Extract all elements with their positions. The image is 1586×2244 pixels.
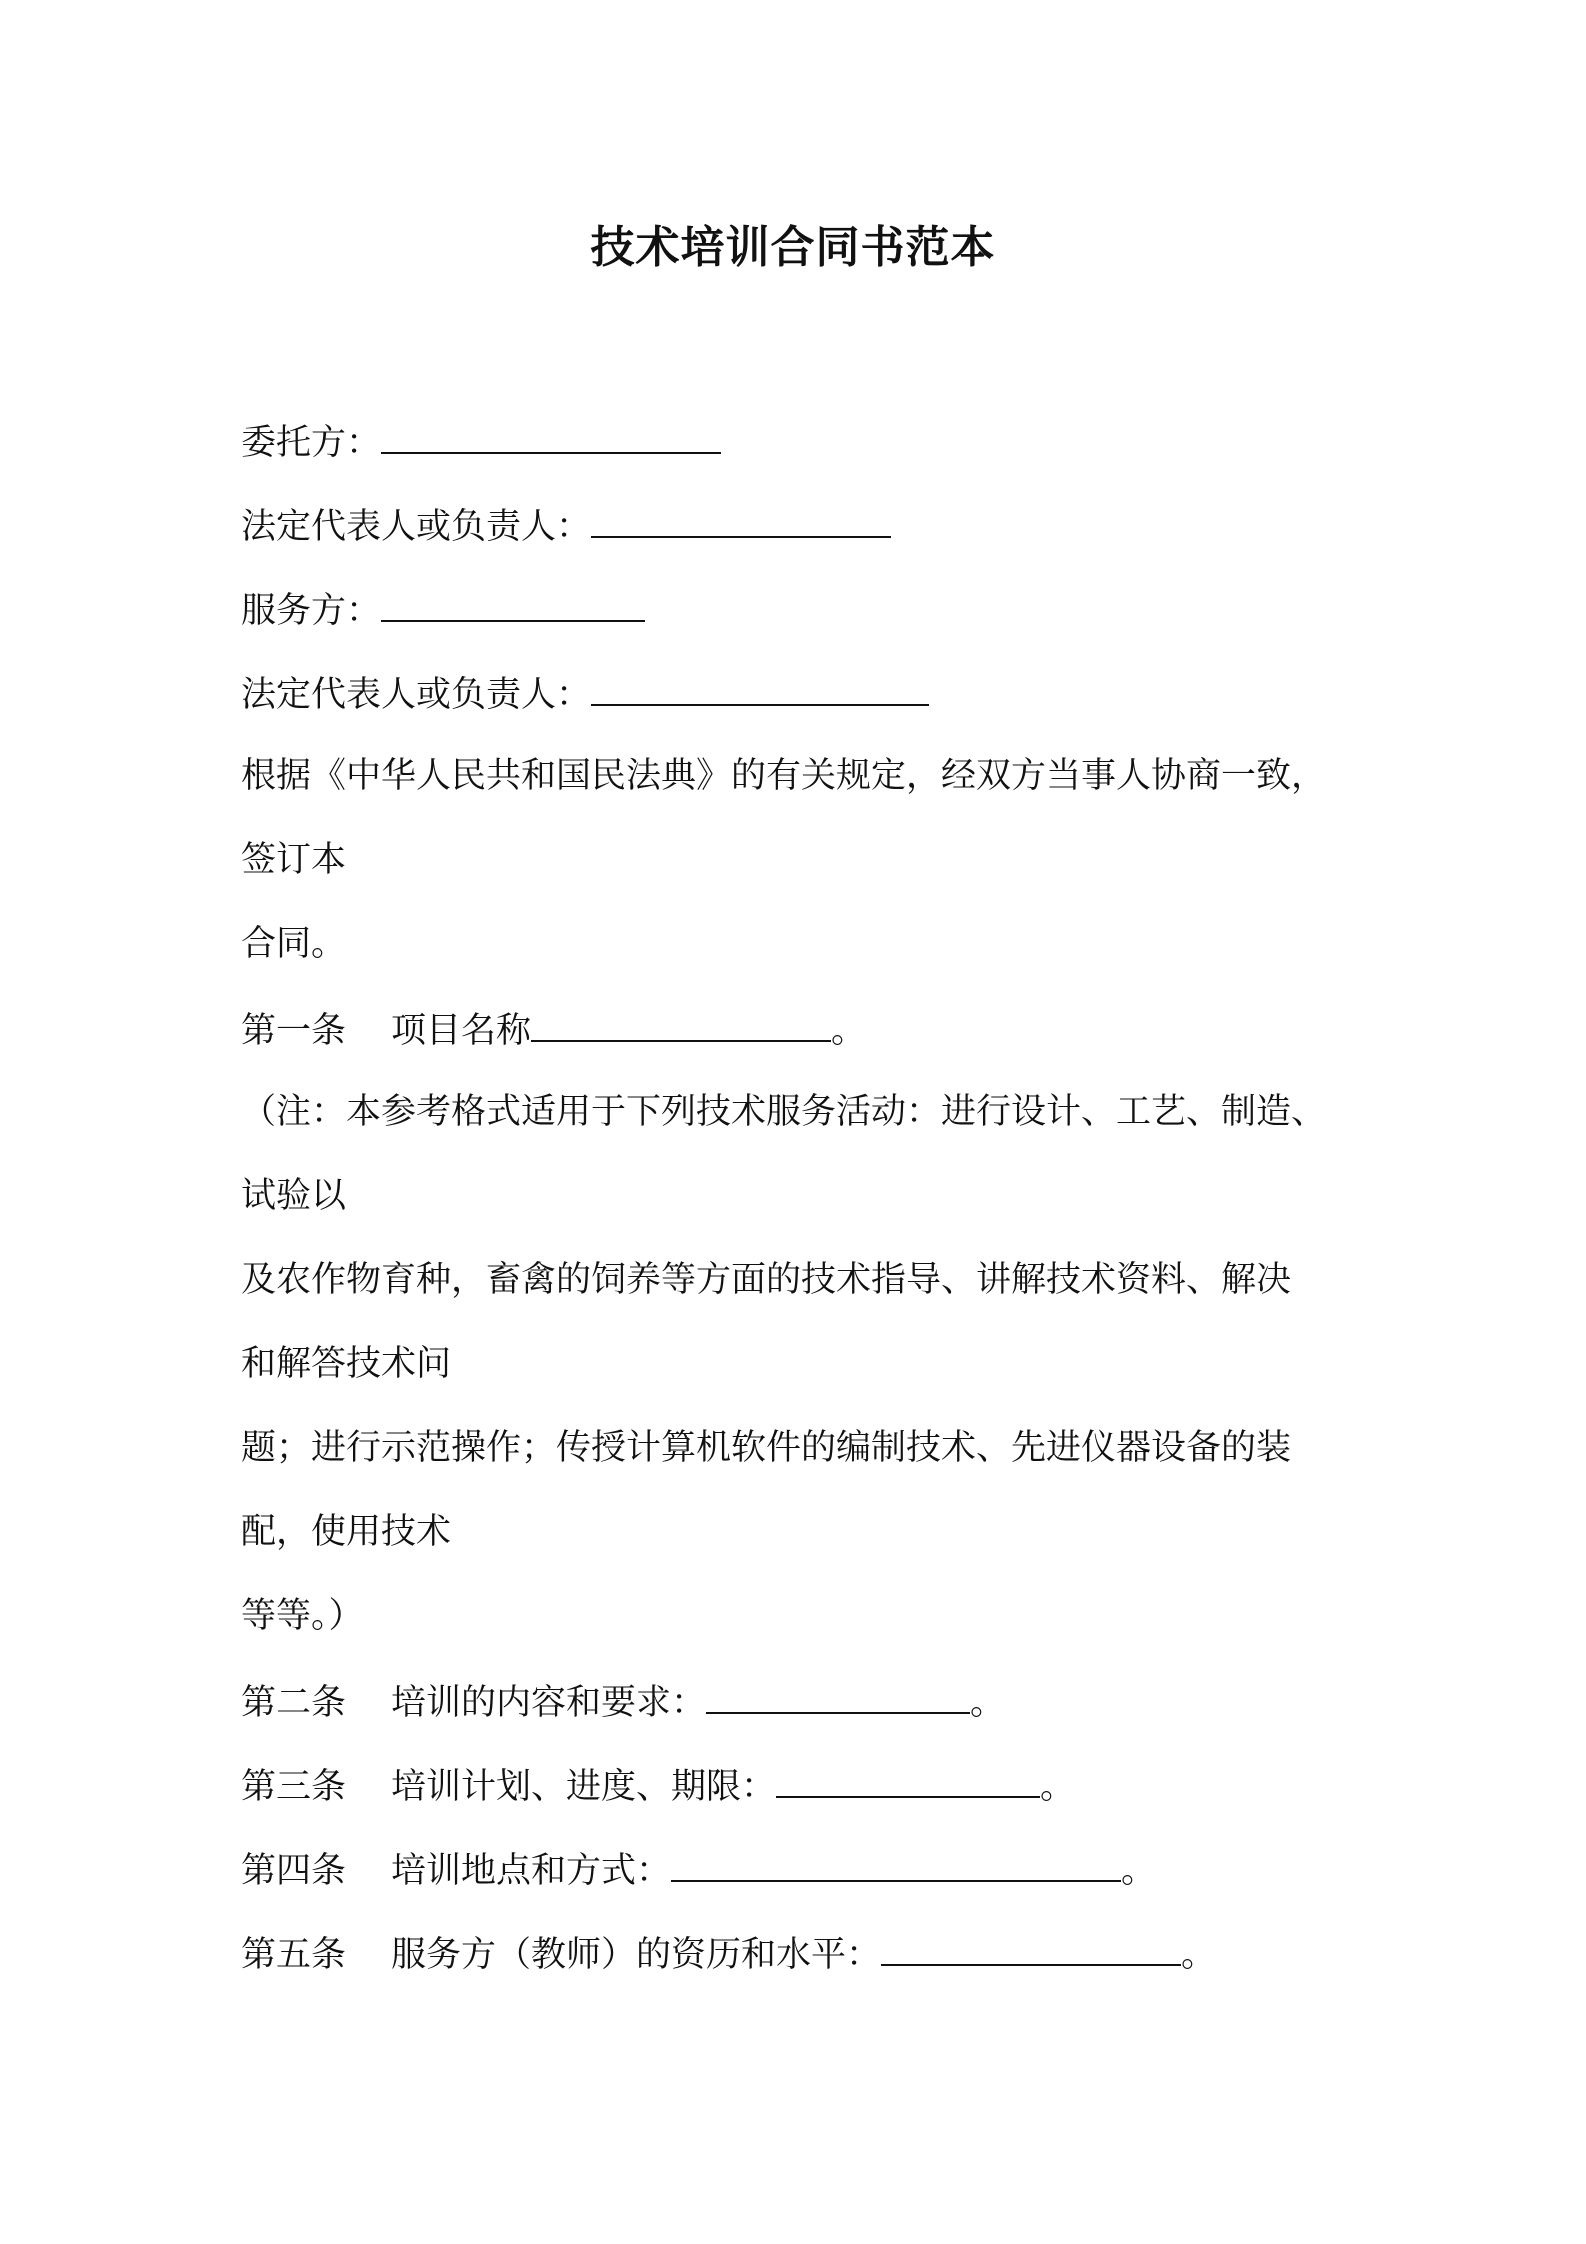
preamble-line-1: 根据《中华人民共和国民法典》的有关规定，经双方当事人协商一致， [241,756,1327,796]
note-line-6: 配，使用技术 [241,1512,452,1552]
provider-label: 服务方： [241,591,382,631]
article-4 [241,1844,1156,1895]
note-line-4: 和解答技术问 [241,1344,452,1384]
article-4-text: 培训地点和方式： [391,1851,672,1891]
provider-line [241,584,645,635]
article-1-blank[interactable] [531,1004,831,1042]
note-line-3: 及农作物育种，畜禽的饲养等方面的技术指导、讲解技术资料、解决 [241,1260,1292,1300]
provider-rep-label: 法定代表人或负责人： [241,675,592,715]
article-1-end: 。 [831,1011,867,1051]
article-2 [241,1676,1005,1727]
article-2-number: 第二条 [241,1683,347,1723]
article-4-blank[interactable] [671,1844,1121,1882]
article-3 [241,1760,1075,1811]
article-3-text: 培训计划、进度、期限： [391,1767,777,1807]
document-title: 技术培训合同书范本 [590,222,996,273]
provider-rep-line [241,668,929,719]
article-3-blank[interactable] [776,1760,1040,1798]
provider-name-blank[interactable] [381,584,645,622]
provider-rep-blank[interactable] [591,668,929,706]
article-5-end: 。 [1181,1935,1217,1975]
article-3-number: 第三条 [241,1767,347,1807]
article-2-text: 培训的内容和要求： [391,1683,707,1723]
preamble-line-2: 签订本 [241,840,347,880]
client-label: 委托方： [241,423,382,463]
article-1-number: 第一条 [241,1011,347,1051]
client-rep-line [241,500,891,551]
article-1 [241,1004,866,1055]
article-5-number: 第五条 [241,1935,347,1975]
article-2-blank[interactable] [706,1676,970,1714]
article-3-end: 。 [1040,1767,1076,1807]
client-rep-blank[interactable] [591,500,891,538]
note-line-7: 等等。） [241,1596,364,1636]
client-line [241,416,721,467]
article-2-end: 。 [970,1683,1006,1723]
note-line-2: 试验以 [241,1176,347,1216]
article-4-end: 。 [1121,1851,1157,1891]
note-line-5: 题；进行示范操作；传授计算机软件的编制技术、先进仪器设备的装 [241,1428,1292,1468]
preamble-line-3: 合同。 [241,924,347,964]
article-4-number: 第四条 [241,1851,347,1891]
article-5-blank[interactable] [881,1928,1181,1966]
client-rep-label: 法定代表人或负责人： [241,507,592,547]
note-line-1: （注：本参考格式适用于下列技术服务活动：进行设计、工艺、制造、 [241,1092,1327,1132]
article-5-text: 服务方（教师）的资历和水平： [391,1935,882,1975]
client-name-blank[interactable] [381,416,721,454]
article-1-text: 项目名称 [391,1011,532,1051]
article-5 [241,1928,1216,1979]
